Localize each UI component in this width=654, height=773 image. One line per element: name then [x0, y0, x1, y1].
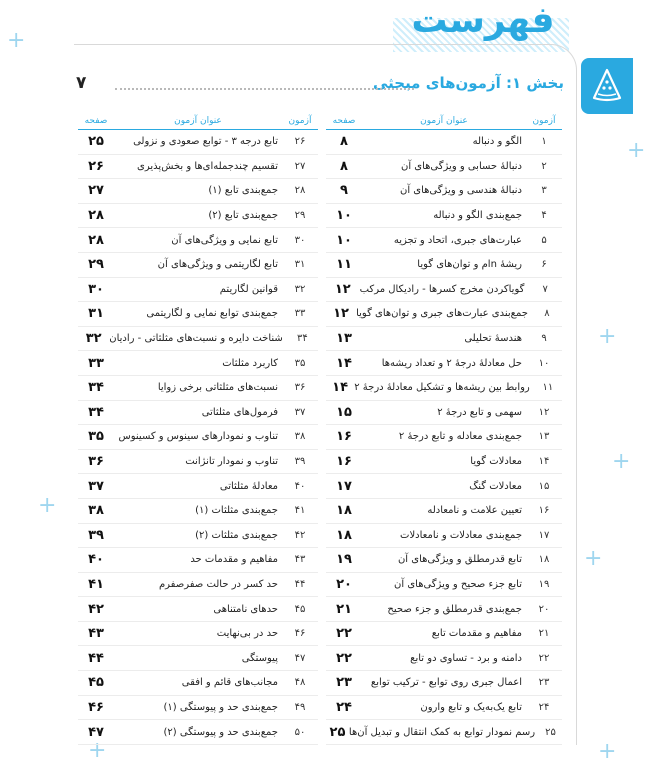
row-page: ۳۲ — [85, 331, 102, 347]
row-title: هندسهٔ تحلیلی — [464, 333, 522, 345]
table-row[interactable] — [78, 401, 318, 426]
row-number: ۴۷ — [294, 652, 306, 664]
row-title: سهمی و تابع درجهٔ ۲ — [437, 406, 522, 418]
row-number: ۱ — [541, 136, 547, 148]
row-page: ۲۱ — [336, 601, 352, 617]
row-title: تعیین علامت و نامعادله — [427, 505, 522, 517]
table-row[interactable] — [78, 179, 318, 204]
row-title: جمع‌بندی عبارت‌های جبری و توان‌های گویا — [356, 308, 528, 320]
table-row[interactable] — [326, 646, 562, 671]
row-title: جمع‌بندی الگو و دنباله — [433, 210, 522, 222]
row-title: دنبالهٔ حسابی و ویژگی‌های آن — [400, 160, 522, 172]
row-page: ۴۶ — [88, 699, 104, 715]
row-number: ۱۵ — [538, 480, 550, 492]
row-number: ۵ — [541, 234, 547, 246]
table-row[interactable] — [78, 302, 318, 327]
row-number: ۱۰ — [538, 357, 550, 369]
row-page: ۱۳ — [336, 331, 352, 347]
row-number: ۲۷ — [294, 160, 306, 172]
row-page: ۱۰ — [336, 232, 352, 248]
row-title: الگو و دنباله — [472, 136, 522, 148]
header-number: آزمون — [532, 115, 556, 126]
row-number: ۴۶ — [294, 628, 306, 640]
table-row[interactable] — [326, 499, 562, 524]
table-row[interactable] — [326, 696, 562, 721]
row-number: ۴۴ — [294, 578, 306, 590]
decor-plus-icon: + — [598, 324, 617, 349]
row-page: ۲۰ — [336, 576, 352, 592]
row-number: ۳۱ — [294, 259, 306, 271]
toc-table-right — [326, 112, 562, 745]
table-row[interactable] — [326, 720, 562, 745]
row-number: ۴۳ — [294, 554, 306, 566]
row-number: ۲۰ — [538, 603, 550, 615]
table-row[interactable] — [326, 228, 562, 253]
row-page: ۱۶ — [336, 454, 352, 470]
row-page: ۳۷ — [88, 478, 104, 494]
table-row[interactable] — [78, 376, 318, 401]
row-title: عبارت‌های جبری، اتحاد و تجزیه — [393, 234, 522, 246]
table-row[interactable] — [78, 425, 318, 450]
toc-table-left — [78, 112, 318, 745]
row-page: ۲۸ — [88, 208, 104, 224]
row-number: ۳۰ — [294, 234, 306, 246]
row-number: ۲۳ — [538, 677, 550, 689]
table-row[interactable] — [78, 573, 318, 598]
row-title: معادلات گنگ — [469, 480, 522, 492]
table-row[interactable] — [78, 696, 318, 721]
header-title: عنوان آزمون — [174, 115, 222, 126]
row-title: مفاهیم و مقدمات حد — [190, 554, 278, 566]
table-header — [78, 112, 318, 130]
row-page: ۲۲ — [336, 626, 352, 642]
row-page: ۴۱ — [88, 576, 104, 592]
row-number: ۲۲ — [538, 652, 550, 664]
row-page: ۴۴ — [88, 650, 104, 666]
row-page: ۳۵ — [88, 429, 104, 445]
row-title: جمع‌بندی تابع (۲) — [208, 210, 278, 222]
row-number: ۴۰ — [294, 480, 306, 492]
section-title: بخش ۱: آزمون‌های مبحثی — [372, 74, 564, 92]
row-title: جمع‌بندی تابع (۱) — [208, 185, 278, 197]
table-row[interactable] — [78, 671, 318, 696]
row-number: ۳۶ — [294, 382, 306, 394]
row-number: ۲۸ — [294, 185, 306, 197]
row-title: نسبت‌های مثلثاتی برخی زوایا — [157, 382, 278, 394]
row-number: ۳۹ — [294, 456, 306, 468]
row-title: جمع‌بندی قدرمطلق و جزء صحیح — [387, 603, 522, 615]
row-page: ۹ — [340, 183, 348, 199]
row-number: ۱۴ — [538, 456, 550, 468]
row-page: ۱۴ — [332, 380, 349, 396]
table-row[interactable] — [326, 351, 562, 376]
row-title: حد کسر در حالت صفرصفرم — [158, 578, 278, 590]
table-row[interactable] — [78, 327, 318, 352]
row-page: ۳۳ — [88, 355, 104, 371]
row-number: ۱۸ — [538, 554, 550, 566]
row-title: تابع یک‌به‌یک و تابع وارون — [420, 701, 522, 713]
page-title: فهرست — [411, 0, 555, 41]
row-title: دامنه و برد - تساوی دو تابع — [410, 652, 522, 664]
row-number: ۳ — [541, 185, 547, 197]
row-number: ۳۲ — [294, 283, 306, 295]
row-number: ۱۹ — [538, 578, 550, 590]
table-row[interactable] — [326, 155, 562, 180]
table-row[interactable] — [78, 597, 318, 622]
row-number: ۸ — [544, 308, 550, 320]
row-title: رسم نمودار توابع به کمک انتقال و تبدیل آن‌ها — [348, 726, 536, 738]
table-row[interactable] — [326, 302, 562, 327]
table-row[interactable] — [326, 474, 562, 499]
row-number: ۴ — [541, 210, 547, 222]
row-page: ۲۳ — [336, 675, 352, 691]
row-number: ۷ — [542, 283, 548, 295]
table-row[interactable] — [78, 278, 318, 303]
row-page: ۱۸ — [336, 503, 352, 519]
table-row[interactable] — [326, 450, 562, 475]
row-number: ۴۵ — [294, 603, 306, 615]
table-row[interactable] — [78, 499, 318, 524]
row-page: ۱۱ — [336, 257, 352, 273]
row-page: ۸ — [340, 158, 348, 174]
row-page: ۱۰ — [336, 208, 352, 224]
row-number: ۱۲ — [538, 406, 550, 418]
row-page: ۱۵ — [336, 404, 352, 420]
row-title: تابع درجه ۳ - توابع صعودی و نزولی — [133, 136, 278, 148]
row-page: ۲۲ — [336, 650, 352, 666]
decor-plus-icon: + — [88, 738, 107, 763]
row-page: ۲۶ — [88, 158, 104, 174]
row-title: حدهای نامتناهی — [213, 603, 278, 615]
table-row[interactable] — [78, 204, 318, 229]
row-title: مفاهیم و مقدمات تابع — [431, 628, 522, 640]
table-row[interactable] — [78, 548, 318, 573]
row-page: ۴۵ — [88, 675, 104, 691]
table-row[interactable] — [78, 622, 318, 647]
row-page: ۳۴ — [88, 404, 104, 420]
row-title: تقسیم چندجمله‌ای‌ها و بخش‌پذیری — [137, 160, 278, 172]
row-number: ۲۹ — [294, 210, 306, 222]
decor-plus-icon: + — [627, 138, 646, 163]
row-number: ۳۵ — [294, 357, 306, 369]
row-number: ۲ — [541, 160, 547, 172]
row-number: ۲۴ — [538, 701, 550, 713]
decor-plus-icon: + — [38, 493, 57, 518]
row-title: شناخت دایره و نسبت‌های مثلثاتی - رادیان — [109, 333, 283, 345]
row-title: پیوستگی — [241, 652, 278, 664]
table-row[interactable] — [326, 278, 562, 303]
row-title: تابع قدرمطلق و ویژگی‌های آن — [397, 554, 522, 566]
row-number: ۱۱ — [542, 382, 554, 394]
watermelon-icon — [592, 68, 622, 102]
row-page: ۱۲ — [333, 306, 349, 322]
row-title: جمع‌بندی مثلثات (۲) — [195, 529, 278, 541]
section-tab — [581, 58, 633, 114]
table-row[interactable] — [326, 597, 562, 622]
row-number: ۳۳ — [294, 308, 306, 320]
table-row[interactable] — [326, 573, 562, 598]
row-title: جمع‌بندی حد و پیوستگی (۱) — [163, 701, 278, 713]
row-title: اعمال جبری روی توابع - ترکیب توابع — [370, 677, 522, 689]
row-title: تابع نمایی و ویژگی‌های آن — [171, 234, 278, 246]
row-page: ۸ — [340, 134, 348, 150]
table-row[interactable] — [78, 351, 318, 376]
row-page: ۲۴ — [336, 699, 352, 715]
header-page: صفحه — [332, 115, 356, 126]
table-row[interactable] — [78, 450, 318, 475]
row-number: ۳۷ — [294, 406, 306, 418]
decor-plus-icon: + — [612, 449, 631, 474]
row-title: قوانین لگاریتم — [219, 283, 278, 295]
row-page: ۱۷ — [336, 478, 352, 494]
row-page: ۲۵ — [329, 724, 346, 740]
row-page: ۳۰ — [88, 281, 104, 297]
row-title: جمع‌بندی معادلات و نامعادلات — [400, 529, 522, 541]
table-row[interactable] — [326, 204, 562, 229]
row-number: ۱۳ — [538, 431, 550, 443]
row-title: تابع جزء صحیح و ویژگی‌های آن — [394, 578, 522, 590]
table-row[interactable] — [78, 646, 318, 671]
table-row[interactable] — [326, 179, 562, 204]
table-header — [326, 112, 562, 130]
table-row[interactable] — [326, 622, 562, 647]
row-page: ۲۸ — [88, 232, 104, 248]
table-row[interactable] — [78, 130, 318, 155]
dotted-leader — [115, 88, 414, 90]
row-number: ۲۱ — [538, 628, 550, 640]
decor-plus-icon: + — [584, 546, 603, 571]
row-title: گویاکردن مخرج کسرها - رادیکال مرکب — [359, 283, 525, 295]
row-title: کاربرد مثلثات — [222, 357, 278, 369]
row-title: روابط بین ریشه‌ها و تشکیل معادلهٔ درجهٔ ۲ — [354, 382, 530, 394]
row-number: ۹ — [541, 333, 547, 345]
row-title: تناوب و نمودارهای سینوس و کسینوس — [118, 431, 278, 443]
row-page: ۱۸ — [336, 527, 352, 543]
row-page: ۳۹ — [88, 527, 104, 543]
row-title: جمع‌بندی توابع نمایی و لگاریتمی — [146, 308, 278, 320]
row-number: ۳۸ — [294, 431, 306, 443]
row-page: ۳۱ — [88, 306, 104, 322]
row-page: ۱۹ — [336, 552, 352, 568]
row-page: ۱۴ — [336, 355, 352, 371]
row-title: جمع‌بندی مثلثات (۱) — [195, 505, 278, 517]
toc-rows — [326, 130, 562, 745]
row-title: مجانب‌های قائم و افقی — [181, 677, 278, 689]
table-row[interactable] — [78, 253, 318, 278]
row-title: فرمول‌های مثلثاتی — [201, 406, 278, 418]
row-page: ۱۲ — [334, 281, 351, 297]
row-number: ۲۵ — [545, 726, 556, 738]
row-page: ۲۷ — [88, 183, 104, 199]
row-title: جمع‌بندی حد و پیوستگی (۲) — [163, 726, 278, 738]
row-title: دنبالهٔ هندسی و ویژگی‌های آن — [399, 185, 522, 197]
table-row[interactable] — [326, 130, 562, 155]
row-number: ۲۶ — [294, 136, 306, 148]
row-page: ۳۴ — [88, 380, 104, 396]
table-row[interactable] — [78, 228, 318, 253]
table-row[interactable] — [326, 425, 562, 450]
table-row[interactable] — [326, 401, 562, 426]
row-title: تناوب و نمودار تانژانت — [185, 456, 278, 468]
table-row[interactable] — [78, 155, 318, 180]
row-page: ۴۰ — [88, 552, 104, 568]
table-row[interactable] — [326, 524, 562, 549]
table-row[interactable] — [78, 524, 318, 549]
decor-plus-icon: + — [598, 739, 617, 764]
row-number: ۴۱ — [294, 505, 306, 517]
row-title: تابع لگاریتمی و ویژگی‌های آن — [157, 259, 278, 271]
table-row[interactable] — [326, 376, 562, 401]
row-page: ۴۳ — [88, 626, 104, 642]
row-title: معادلهٔ مثلثاتی — [219, 480, 278, 492]
row-page: ۴۷ — [88, 724, 104, 740]
row-number: ۳۴ — [297, 333, 308, 345]
row-page: ۲۹ — [88, 257, 104, 273]
header-title: عنوان آزمون — [420, 115, 468, 126]
header-number: آزمون — [288, 115, 312, 126]
row-number: ۱۷ — [538, 529, 550, 541]
row-title: حل معادلهٔ درجهٔ ۲ و تعداد ریشه‌ها — [381, 357, 522, 369]
row-number: ۱۶ — [538, 505, 550, 517]
table-row[interactable] — [326, 253, 562, 278]
decor-plus-icon: + — [7, 28, 26, 53]
row-page: ۳۸ — [88, 503, 104, 519]
row-title: معادلات گویا — [470, 456, 522, 468]
table-row[interactable] — [326, 548, 562, 573]
row-number: ۴۹ — [294, 701, 306, 713]
row-page: ۳۶ — [88, 454, 104, 470]
table-row[interactable] — [78, 720, 318, 745]
row-page: ۴۲ — [88, 601, 104, 617]
table-row[interactable] — [326, 671, 562, 696]
table-row[interactable] — [326, 327, 562, 352]
row-title: ریشهٔ nام و توان‌های گویا — [417, 259, 522, 271]
row-number: ۵۰ — [294, 726, 306, 738]
toc-rows — [78, 130, 318, 745]
row-page: ۲۵ — [88, 134, 104, 150]
row-number: ۶ — [541, 259, 547, 271]
row-number: ۴۲ — [294, 529, 306, 541]
row-title: جمع‌بندی معادله و تابع درجهٔ ۲ — [398, 431, 522, 443]
page-number: ۷ — [76, 73, 87, 93]
row-number: ۴۸ — [294, 677, 306, 689]
table-row[interactable] — [78, 474, 318, 499]
row-page: ۱۶ — [336, 429, 352, 445]
header-page: صفحه — [84, 115, 108, 126]
row-title: حد در بی‌نهایت — [216, 628, 278, 640]
